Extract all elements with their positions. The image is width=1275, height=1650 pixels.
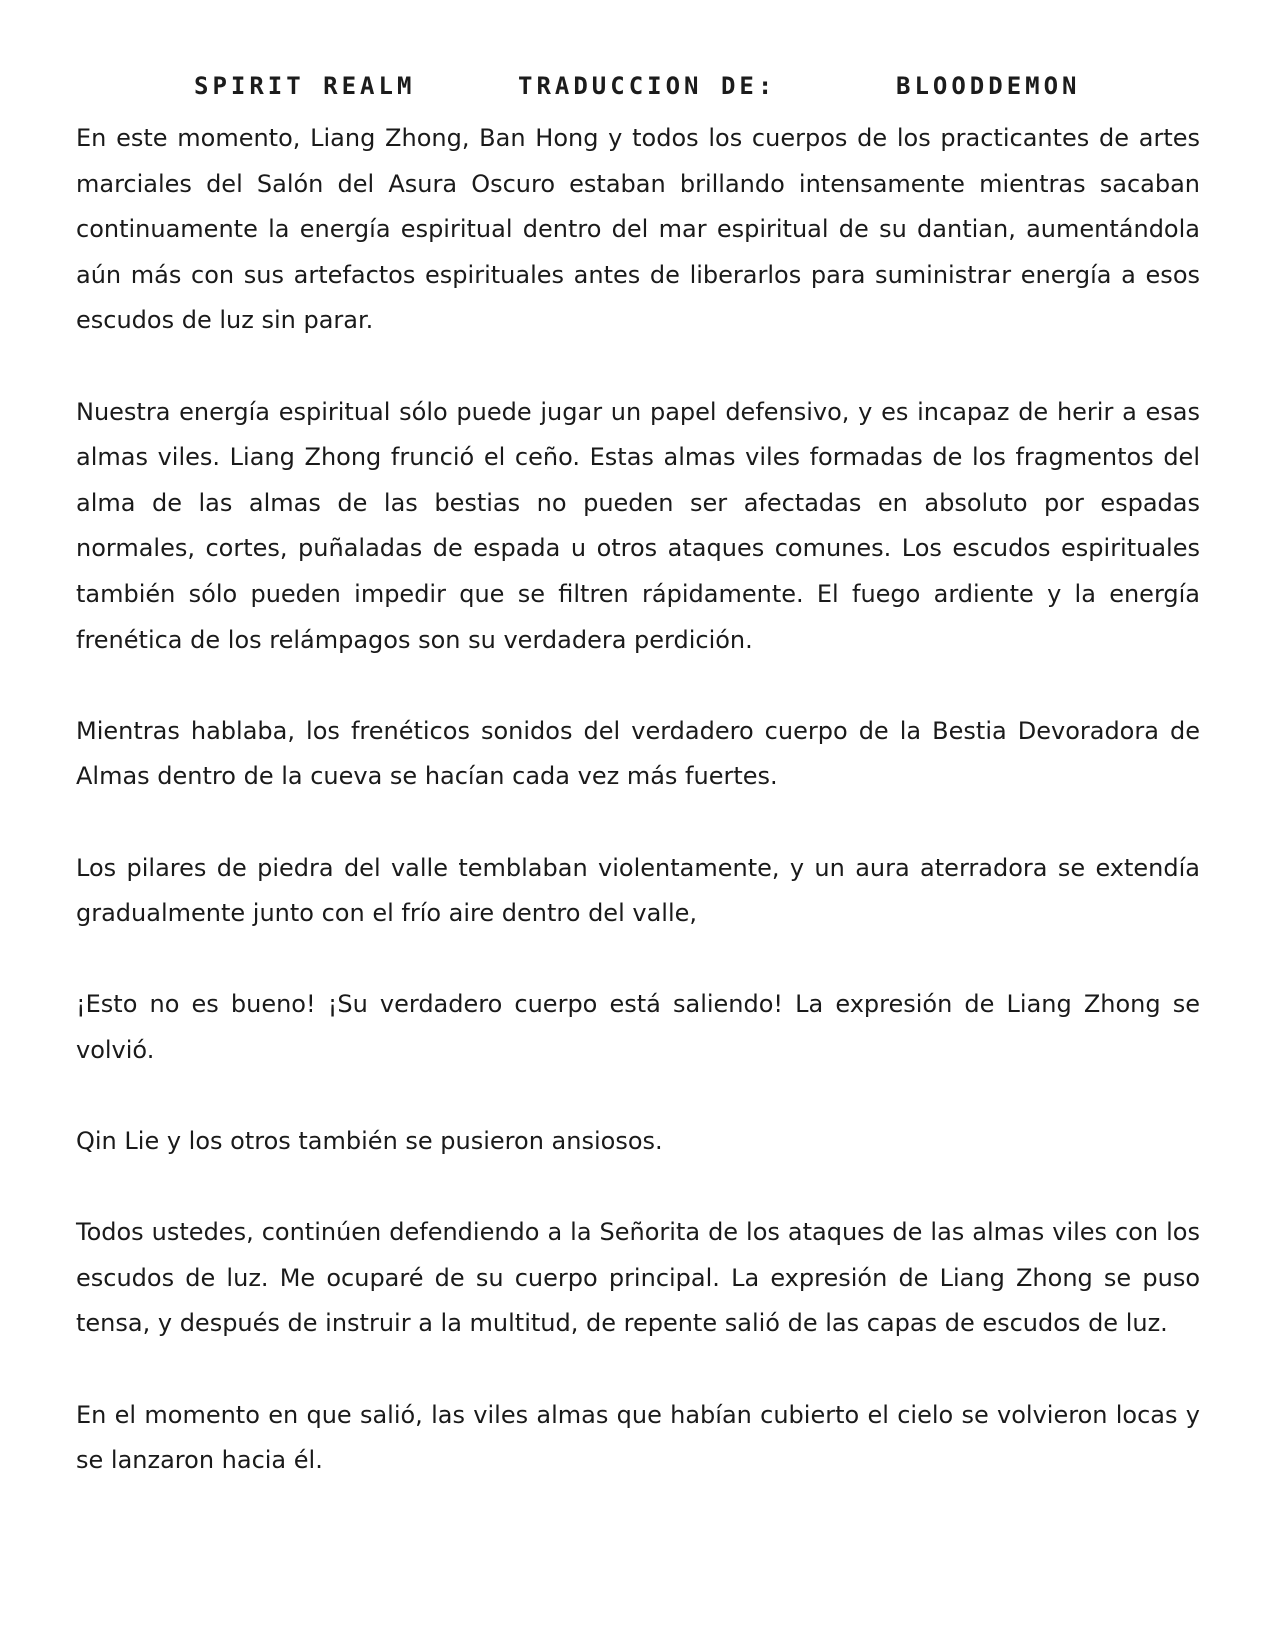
paragraph: En este momento, Liang Zhong, Ban Hong y todos los cuerpos de los practicantes de artes marciales del Salón del Asura Oscuro estaban brillando intensamente mientras sacaban continuamente la energía espiritual dentro del mar espiritual de su dantian, aumentándola aún más con sus artefactos espirituales antes de liberarlos para suministrar energía a esos escudos de luz sin parar.: [76, 124, 1200, 335]
header-novel-title: SPIRIT REALM: [194, 72, 416, 100]
paragraph: Qin Lie y los otros también se pusieron ansiosos.: [76, 1127, 663, 1156]
paragraph: Mientras hablaba, los frenéticos sonidos del verdadero cuerpo de la Bestia Devoradora de Almas dentro de la cueva se hacían cada vez más fuertes.: [76, 716, 1200, 791]
paragraph: Los pilares de piedra del valle temblaban violentamente, y un aura aterradora se extendía gradualmente junto con el frío aire dentro del valle,: [76, 853, 1200, 928]
paragraph: ¡Esto no es bueno! ¡Su verdadero cuerpo está saliendo! La expresión de Liang Zhong se volvió.: [76, 990, 1200, 1064]
header-translation-label: TRADUCCION DE:: [518, 72, 777, 100]
paragraph: Todos ustedes, continúen defendiendo a la Señorita de los ataques de las almas viles con los escudos de luz. Me ocuparé de su cuerpo principal. La expresión de Liang Zhong se puso tensa, y después de instruir a la multitud, de repente salió de las capas de escudos de luz.: [76, 1218, 1200, 1338]
paragraph: En el momento en que salió, las viles almas que habían cubierto el cielo se volvieron locas y se lanzaron hacia él.: [76, 1400, 1200, 1475]
page-header: [0, 72, 1275, 108]
document-body: [76, 116, 1200, 1529]
paragraph: Nuestra energía espiritual sólo puede jugar un papel defensivo, y es incapaz de herir a esas almas viles. Liang Zhong frunció el ceño. Estas almas viles formadas de los fragmentos del alma de las almas de las bestias no pueden ser afectadas en absoluto por espadas normales, cortes, puñaladas de espada u otros ataques comunes. Los escudos espirituales también sólo pueden impedir que se filtren rápidamente. El fuego ardiente y la energía frenética de los relámpagos son su verdadera perdición.: [76, 397, 1200, 654]
header-translator-name: BLOODDEMON: [896, 72, 1081, 100]
